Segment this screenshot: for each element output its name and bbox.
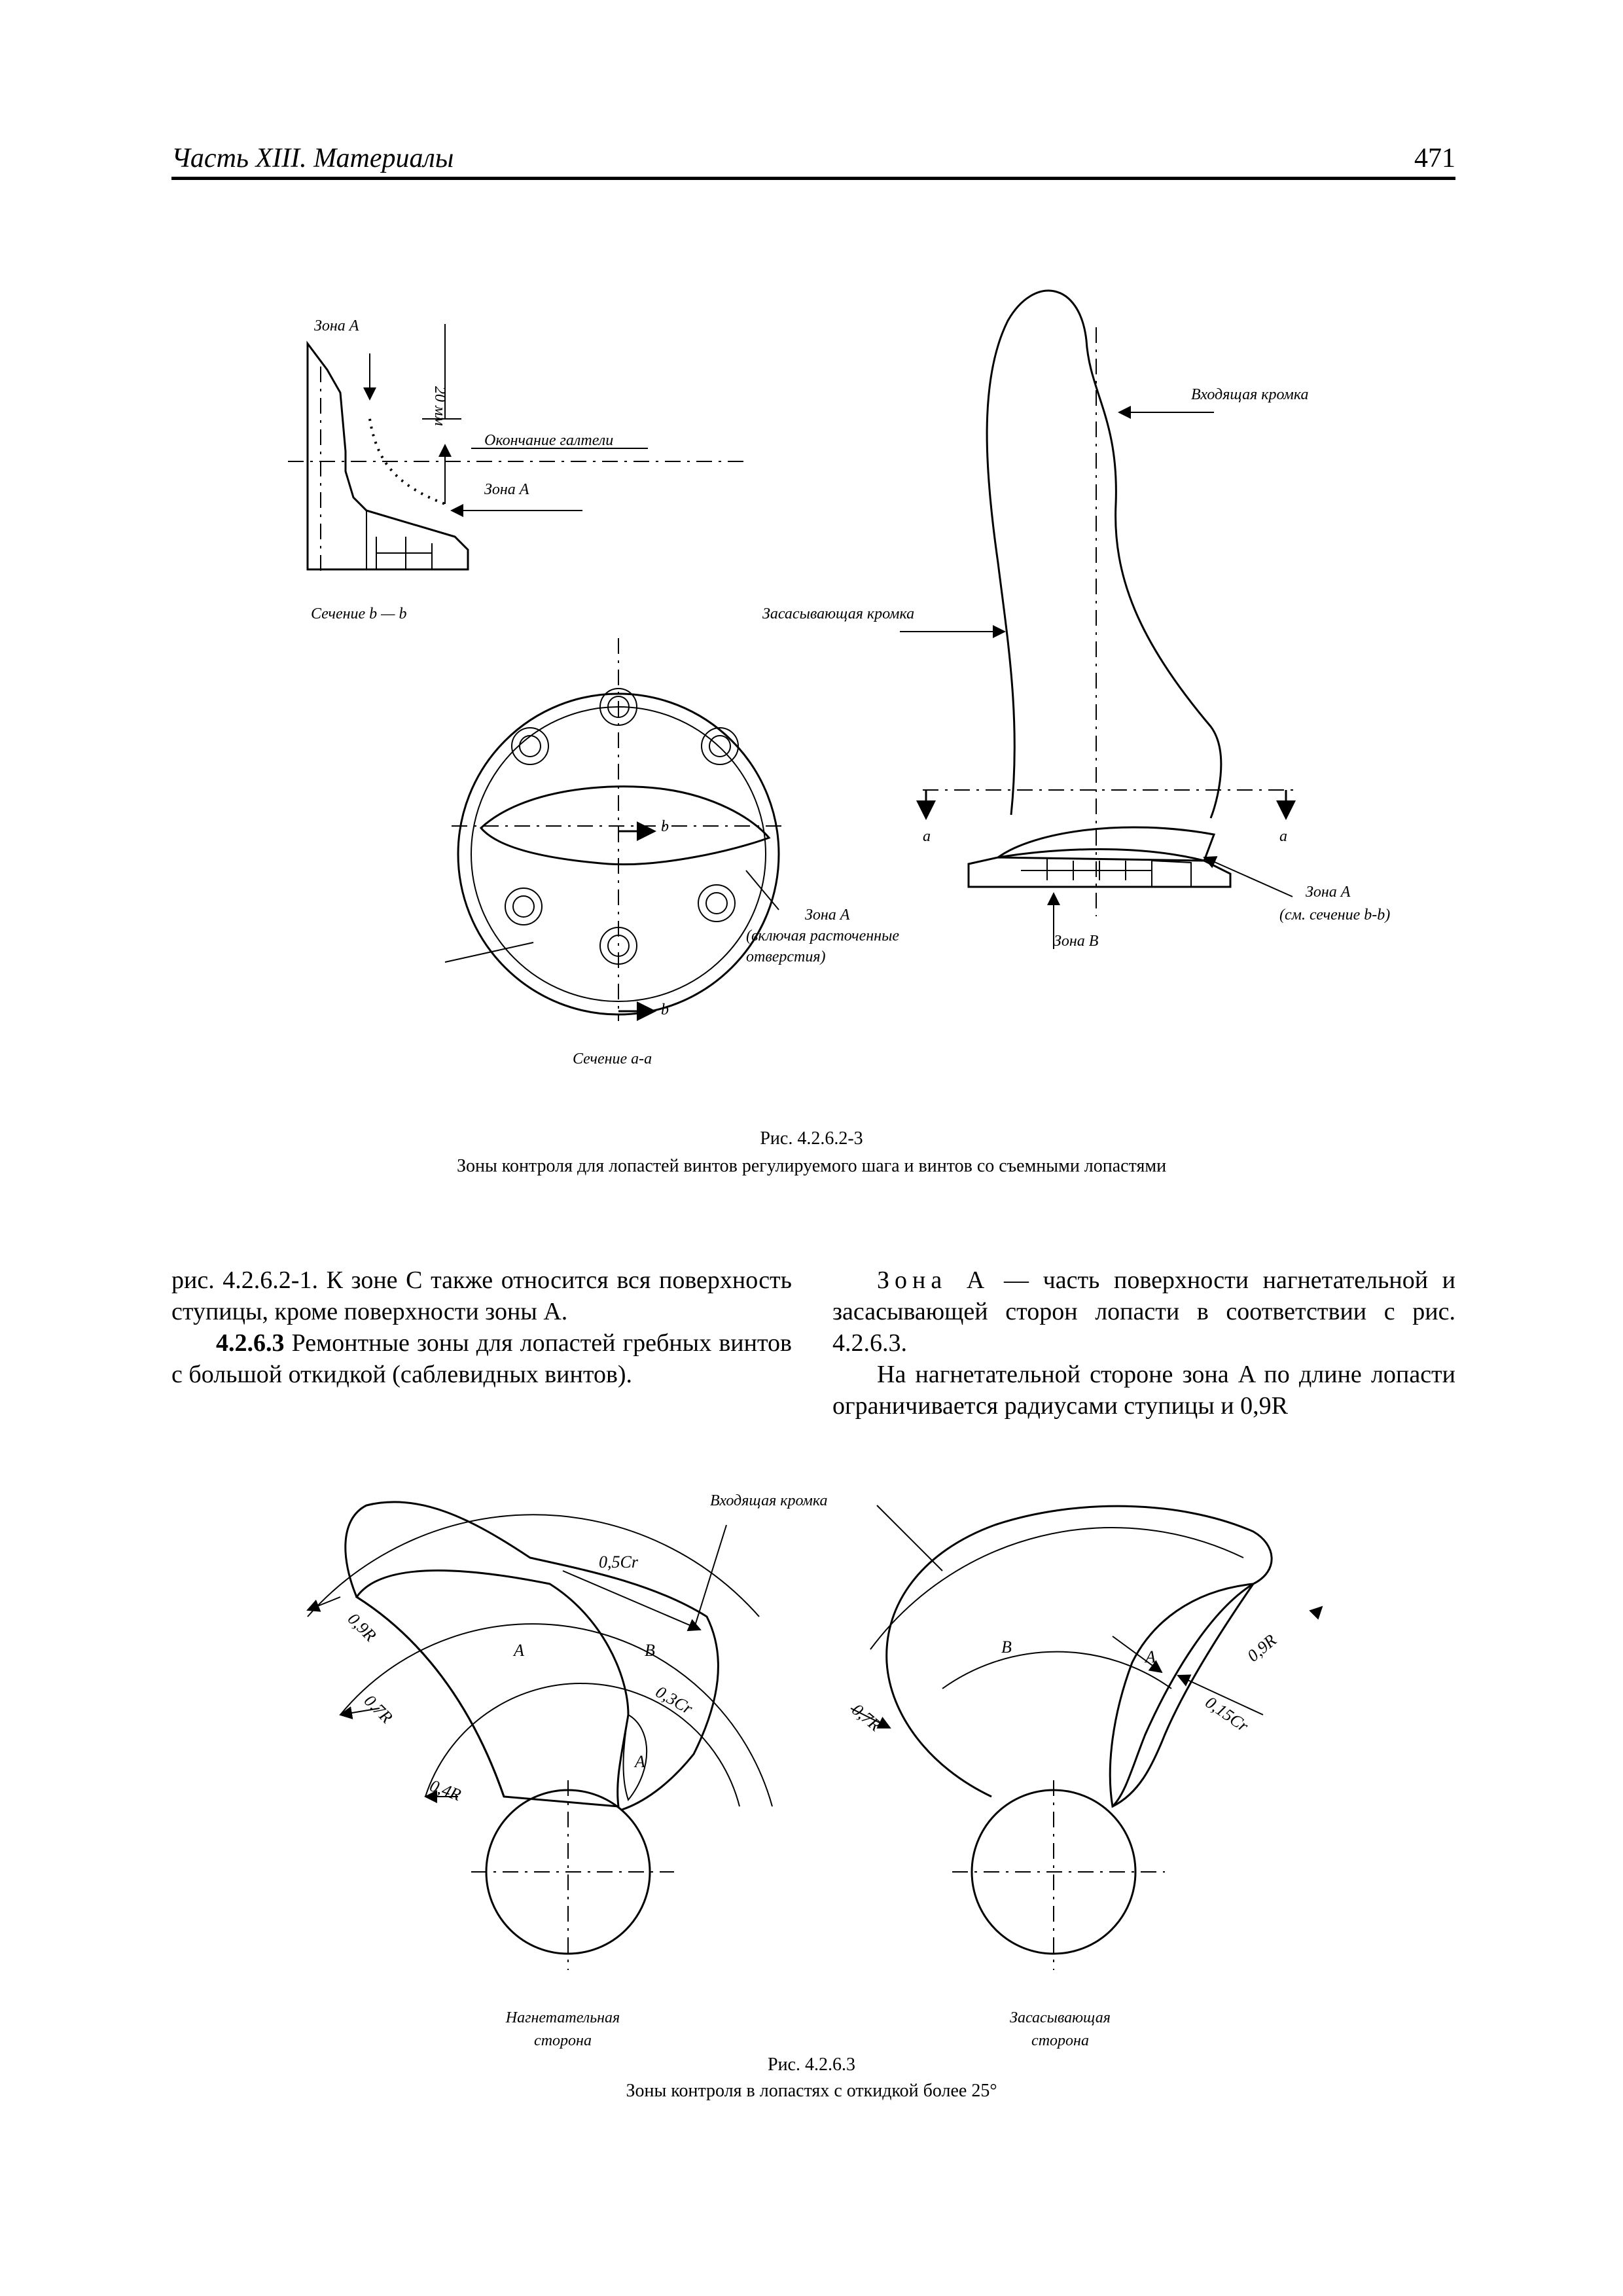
label-zone-a-bolt-1: Зона A <box>805 906 850 924</box>
label-r09-right: 0,9R <box>1243 1630 1280 1666</box>
clause-text-4-2-6-3: Ремонтные зоны для лопастей гребных винтов с большой откидкой (саблевидных винтов). <box>171 1329 792 1388</box>
label-zone-a-small: A <box>635 1752 645 1771</box>
pressure-side-blade <box>308 1492 827 2049</box>
label-zone-a-top: Зона A <box>314 317 359 334</box>
label-pressure-side-1: Нагнетательная <box>505 2009 620 2026</box>
label-leading-edge: Входящая кромка <box>1191 386 1309 403</box>
running-header-section: Часть XIII. Материалы <box>171 143 454 173</box>
zone-a-definition: — часть поверхности нагнетательной и засасывающей сторон лопасти в соответствии с рис. 4.2.6.3. <box>832 1266 1456 1357</box>
page-number: 471 <box>1414 143 1455 173</box>
section-aa-drawing <box>445 638 899 1067</box>
figure-1-caption-title: Зоны контроля для лопастей винтов регулируемого шага и винтов со съемными лопастями <box>456 1156 1167 1176</box>
label-pressure-side-2: сторона <box>534 2032 592 2049</box>
paragraph-right-1 <box>832 1265 1455 1359</box>
label-zone-b-left: B <box>645 1641 655 1660</box>
label-c015: 0,15Cr <box>1202 1693 1252 1736</box>
blade-side-view <box>762 291 1390 950</box>
label-zone-a-see-1: Зона A <box>1306 884 1351 901</box>
label-section-bb: Сечение b — b <box>311 605 407 622</box>
label-a-left: a <box>923 828 931 845</box>
label-leading-edge-2: Входящая кромка <box>710 1492 828 1509</box>
text-column-left <box>171 1265 792 1390</box>
figure-2-caption-number: Рис. 4.2.6.3 <box>768 2054 855 2075</box>
label-zone-b: Зона B <box>1054 933 1099 950</box>
label-fillet-end: Окончание галтели <box>484 432 614 449</box>
label-c05: 0,5Cr <box>599 1552 638 1571</box>
label-zone-a-bolt-2: (включая расточенные <box>746 927 899 944</box>
label-section-aa: Сечение a-a <box>573 1050 652 1067</box>
label-r07-right: 0,7R <box>848 1700 885 1735</box>
label-zone-a-see-2: (см. сечение b-b) <box>1279 906 1391 924</box>
paragraph-left-2 <box>171 1327 792 1390</box>
section-bb-drawing <box>288 317 746 622</box>
label-zone-a-right: A <box>1145 1647 1156 1666</box>
label-dim-20mm: 20 мм <box>431 386 448 426</box>
figure-1-caption-number: Рис. 4.2.6.2-3 <box>760 1128 863 1149</box>
zone-a-term: Зона A <box>877 1266 990 1294</box>
label-b-top: b <box>661 818 669 835</box>
label-r07-left: 0,7R <box>360 1691 397 1727</box>
label-trailing-edge: Засасывающая кромка <box>762 605 915 622</box>
text-column-right <box>832 1265 1455 1422</box>
label-r09-left: 0,9R <box>344 1609 380 1645</box>
label-suction-side-1: Засасывающая <box>1010 2009 1111 2026</box>
figure-1 <box>288 291 1390 1176</box>
label-b-bottom: b <box>661 1001 669 1018</box>
label-zone-a-bolt-3: отверстия) <box>746 948 826 965</box>
clause-number-4-2-6-3: 4.2.6.3 <box>216 1329 285 1357</box>
figure-2-caption-title: Зоны контроля в лопастях с откидкой более 25° <box>626 2081 997 2101</box>
figure-2 <box>308 1492 1322 2101</box>
label-r04: 0,4R <box>427 1776 464 1805</box>
label-zone-b-right: B <box>1001 1638 1012 1657</box>
label-zone-a-left: A <box>514 1641 524 1660</box>
label-c03: 0,3Cr <box>652 1682 696 1719</box>
paragraph-right-2: На нагнетательной стороне зона A по длине лопасти ограничивается радиусами ступицы и 0,9R <box>832 1361 1455 1420</box>
suction-side-blade <box>848 1505 1322 2049</box>
label-suction-side-2: сторона <box>1031 2032 1089 2049</box>
label-zone-a-mid: Зона A <box>484 481 529 498</box>
label-a-right: a <box>1279 828 1287 845</box>
paragraph-left-1: рис. 4.2.6.2-1. К зоне C также относится вся поверхность ступицы, кроме поверхности зоны A. <box>171 1266 792 1325</box>
